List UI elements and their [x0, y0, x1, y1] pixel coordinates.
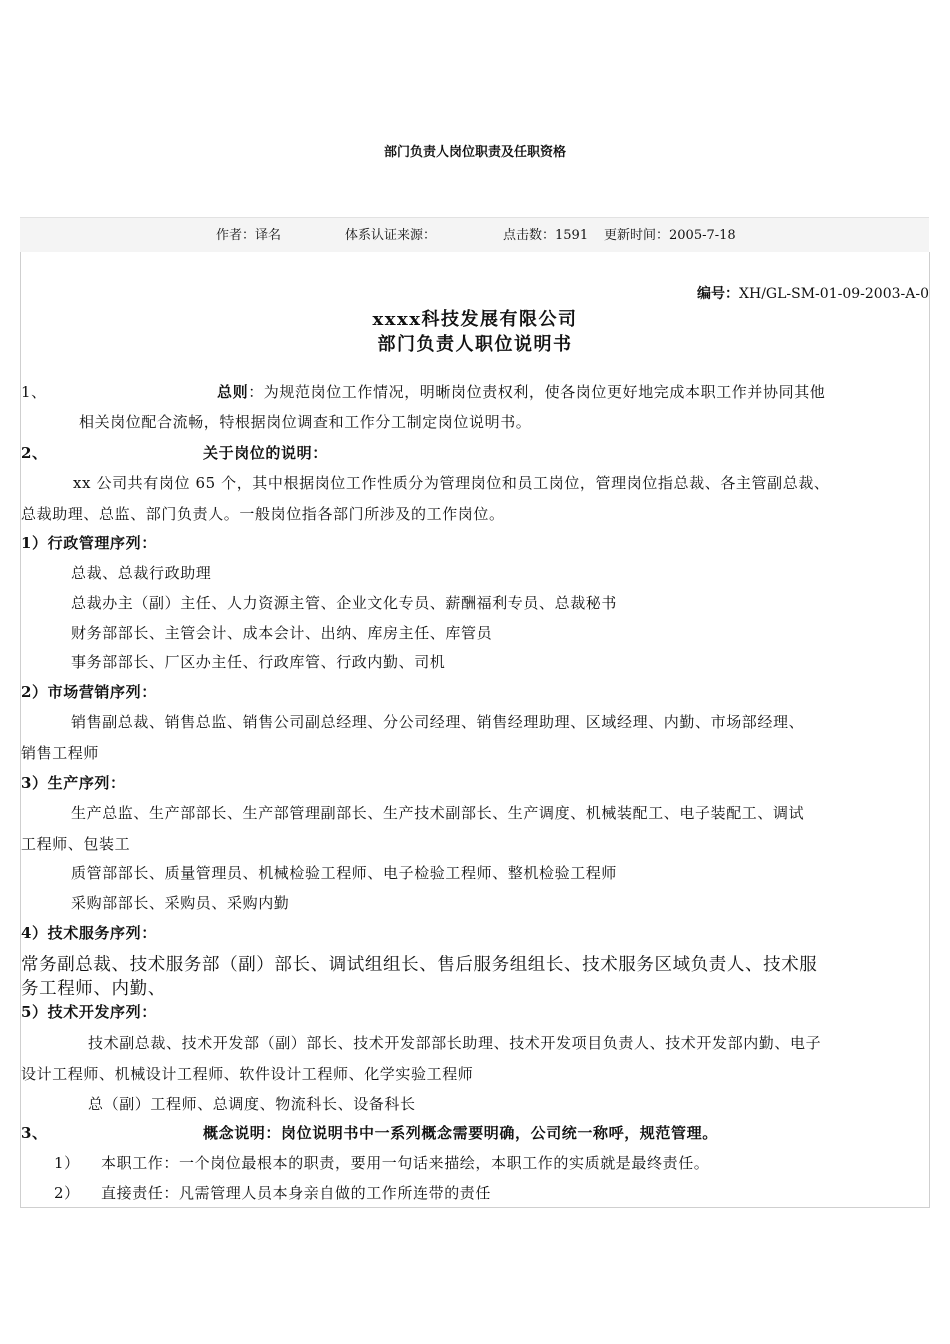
document-code-value: XH/GL-SM-01-09-2003-A-0	[739, 286, 929, 302]
tech-service-list-line-1: 常务副总裁、技术服务部（副）部长、调试组组长、售后服务组组长、技术服务区域负责人、技术服	[21, 955, 818, 975]
update-time: 更新时间：2005-7-18	[604, 228, 736, 243]
section-1-continuation: 相关岗位配合流畅，特根据岗位调查和工作分工制定岗位说明书。	[79, 413, 532, 431]
production-sequence-heading: 3）生产序列：	[21, 774, 126, 792]
concept-item-1-number: 1）	[54, 1154, 80, 1172]
admin-list-item: 财务部部长、主管会计、成本会计、出纳、库房主任、库管员	[71, 624, 493, 642]
tech-service-list-line-2: 务工程师、内勤、	[21, 979, 166, 999]
production-list-line-3: 质管部部长、质量管理员、机械检验工程师、电子检验工程师、整机检验工程师	[71, 864, 618, 882]
marketing-sequence-heading: 2）市场营销序列：	[21, 683, 157, 701]
source-label: 体系认证来源：	[345, 228, 437, 243]
tech-dev-list-line-3: 总（副）工程师、总调度、物流科长、设备科长	[88, 1095, 416, 1113]
admin-list-item: 总裁、总裁行政助理	[71, 564, 212, 582]
concept-item-1-text: 本职工作：一个岗位最根本的职责，要用一句话来描绘，本职工作的实质就是最终责任。	[101, 1154, 710, 1172]
document-code-label: 编号：	[697, 286, 740, 302]
section-2-number: 2、	[21, 444, 48, 462]
document-title: 部门负责人职位说明书	[377, 334, 573, 355]
marketing-list-line-2: 销售工程师	[21, 744, 100, 762]
click-count: 点击数：1591	[503, 228, 589, 243]
production-list-line-4: 采购部部长、采购员、采购内勤	[71, 894, 290, 912]
concept-item-2-text: 直接责任：凡需管理人员本身亲自做的工作所连带的责任	[101, 1184, 492, 1202]
document-body	[20, 252, 930, 1208]
page-title: 部门负责人岗位职责及任职资格	[383, 145, 566, 160]
admin-list-item: 事务部部长、厂区办主任、行政库管、行政内勤、司机	[71, 653, 446, 671]
section-3-number: 3、	[21, 1124, 48, 1142]
tech-service-sequence-heading: 4）技术服务序列：	[21, 924, 157, 942]
section-1-line	[217, 381, 825, 402]
article-meta-bar	[20, 217, 929, 252]
production-list-line-1: 生产总监、生产部部长、生产部管理副部长、生产技术副部长、生产调度、机械装配工、电子装配工、调试	[71, 804, 805, 822]
marketing-list-line-1: 销售副总裁、销售总监、销售公司副总经理、分公司经理、销售经理助理、区域经理、内勤、市场部经理、	[71, 713, 805, 731]
admin-sequence-heading: 1）行政管理序列：	[21, 534, 157, 552]
concept-item-2-number: 2）	[54, 1184, 80, 1202]
section-3-heading: 概念说明：岗位说明书中一系列概念需要明确，公司统一称呼，规范管理。	[203, 1124, 718, 1142]
document-code	[697, 283, 929, 303]
tech-dev-sequence-heading: 5）技术开发序列：	[21, 1003, 157, 1021]
production-list-line-2: 工程师、包装工	[21, 835, 131, 853]
company-name: xxxx科技发展有限公司	[372, 309, 578, 330]
admin-list-item: 总裁办主（副）主任、人力资源主管、企业文化专员、薪酬福利专员、总裁秘书	[71, 594, 618, 612]
section-1-number: 1、	[21, 383, 47, 401]
section-2-paragraph-line-1: xx 公司共有岗位 65 个，其中根据岗位工作性质分为管理岗位和员工岗位，管理岗位指总裁、各主管副总裁、	[73, 474, 830, 492]
section-1-text: ：为规范岗位工作情况，明晰岗位责权利，使各岗位更好地完成本职工作并协同其他	[248, 383, 826, 401]
section-2-heading: 关于岗位的说明：	[203, 444, 328, 462]
author-label: 作者：译名	[216, 228, 282, 243]
section-1-heading: 总则	[217, 383, 249, 401]
tech-dev-list-line-2: 设计工程师、机械设计工程师、软件设计工程师、化学实验工程师	[21, 1065, 474, 1083]
section-2-paragraph-line-2: 总裁助理、总监、部门负责人。一般岗位指各部门所涉及的工作岗位。	[21, 505, 505, 523]
tech-dev-list-line-1: 技术副总裁、技术开发部（副）部长、技术开发部部长助理、技术开发项目负责人、技术开发部内勤、电子	[88, 1034, 822, 1052]
